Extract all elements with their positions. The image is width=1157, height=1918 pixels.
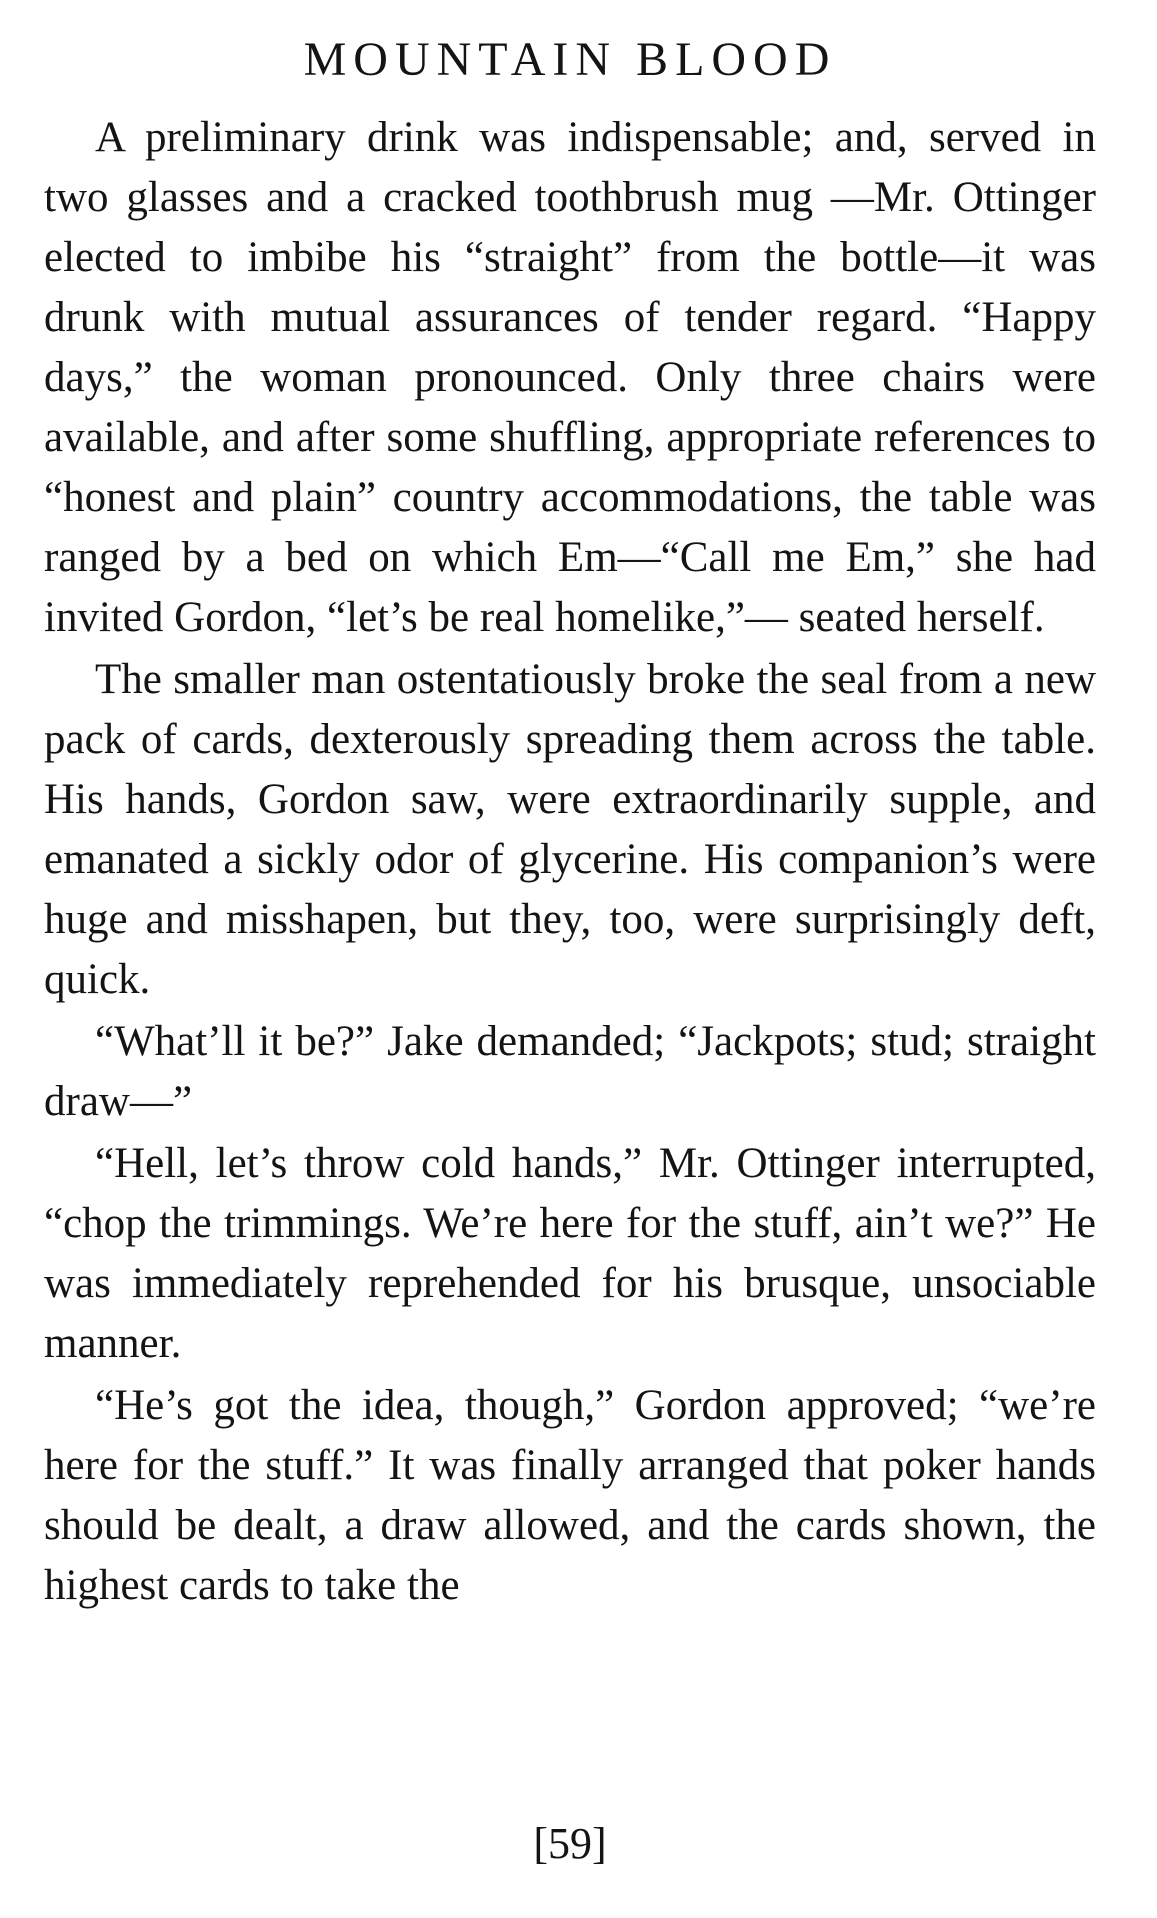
paragraph-5: “He’s got the idea, though,” Gordon approved; “we’re here for the stuff.” It was finally arranged that poker hands should be dealt, a draw allowed, and the cards shown, the highest cards to take the	[44, 1382, 1096, 1609]
paragraph-4: “Hell, let’s throw cold hands,” Mr. Ottinger interrupted, “chop the trimmings. We’re here for the stuff, ain’t we?” He was immediately reprehended for his brusque, unsociable manner.	[44, 1140, 1096, 1367]
paragraph-2: The smaller man ostentatiously broke the seal from a new pack of cards, dexterously spreading them across the table. His hands, Gordon saw, were extraordinarily supple, and emanated a sickly odor of glycerine. His companion’s were huge and misshapen, but they, too, were surprisingly deft, quick.	[44, 656, 1096, 1003]
paragraph-1: A preliminary drink was indispensable; and, served in two glasses and a cracked toothbrush mug —Mr. Ottinger elected to imbibe his “straight” from the bottle—it was drunk with mutual assurances of tender regard. “Happy days,” the woman pronounced. Only three chairs were available, and after some shuffling, appropriate references to “honest and plain” country accommodations, the table was ranged by a bed on which Em—“Call me Em,” she had invited Gordon, “let’s be real homelike,”— seated herself.	[44, 114, 1096, 641]
running-head: MOUNTAIN BLOOD	[303, 33, 837, 86]
paragraph-3: “What’ll it be?” Jake demanded; “Jackpots; stud; straight draw—”	[44, 1018, 1096, 1125]
page-number: [59]	[533, 1819, 607, 1868]
body-text	[44, 108, 1096, 1618]
